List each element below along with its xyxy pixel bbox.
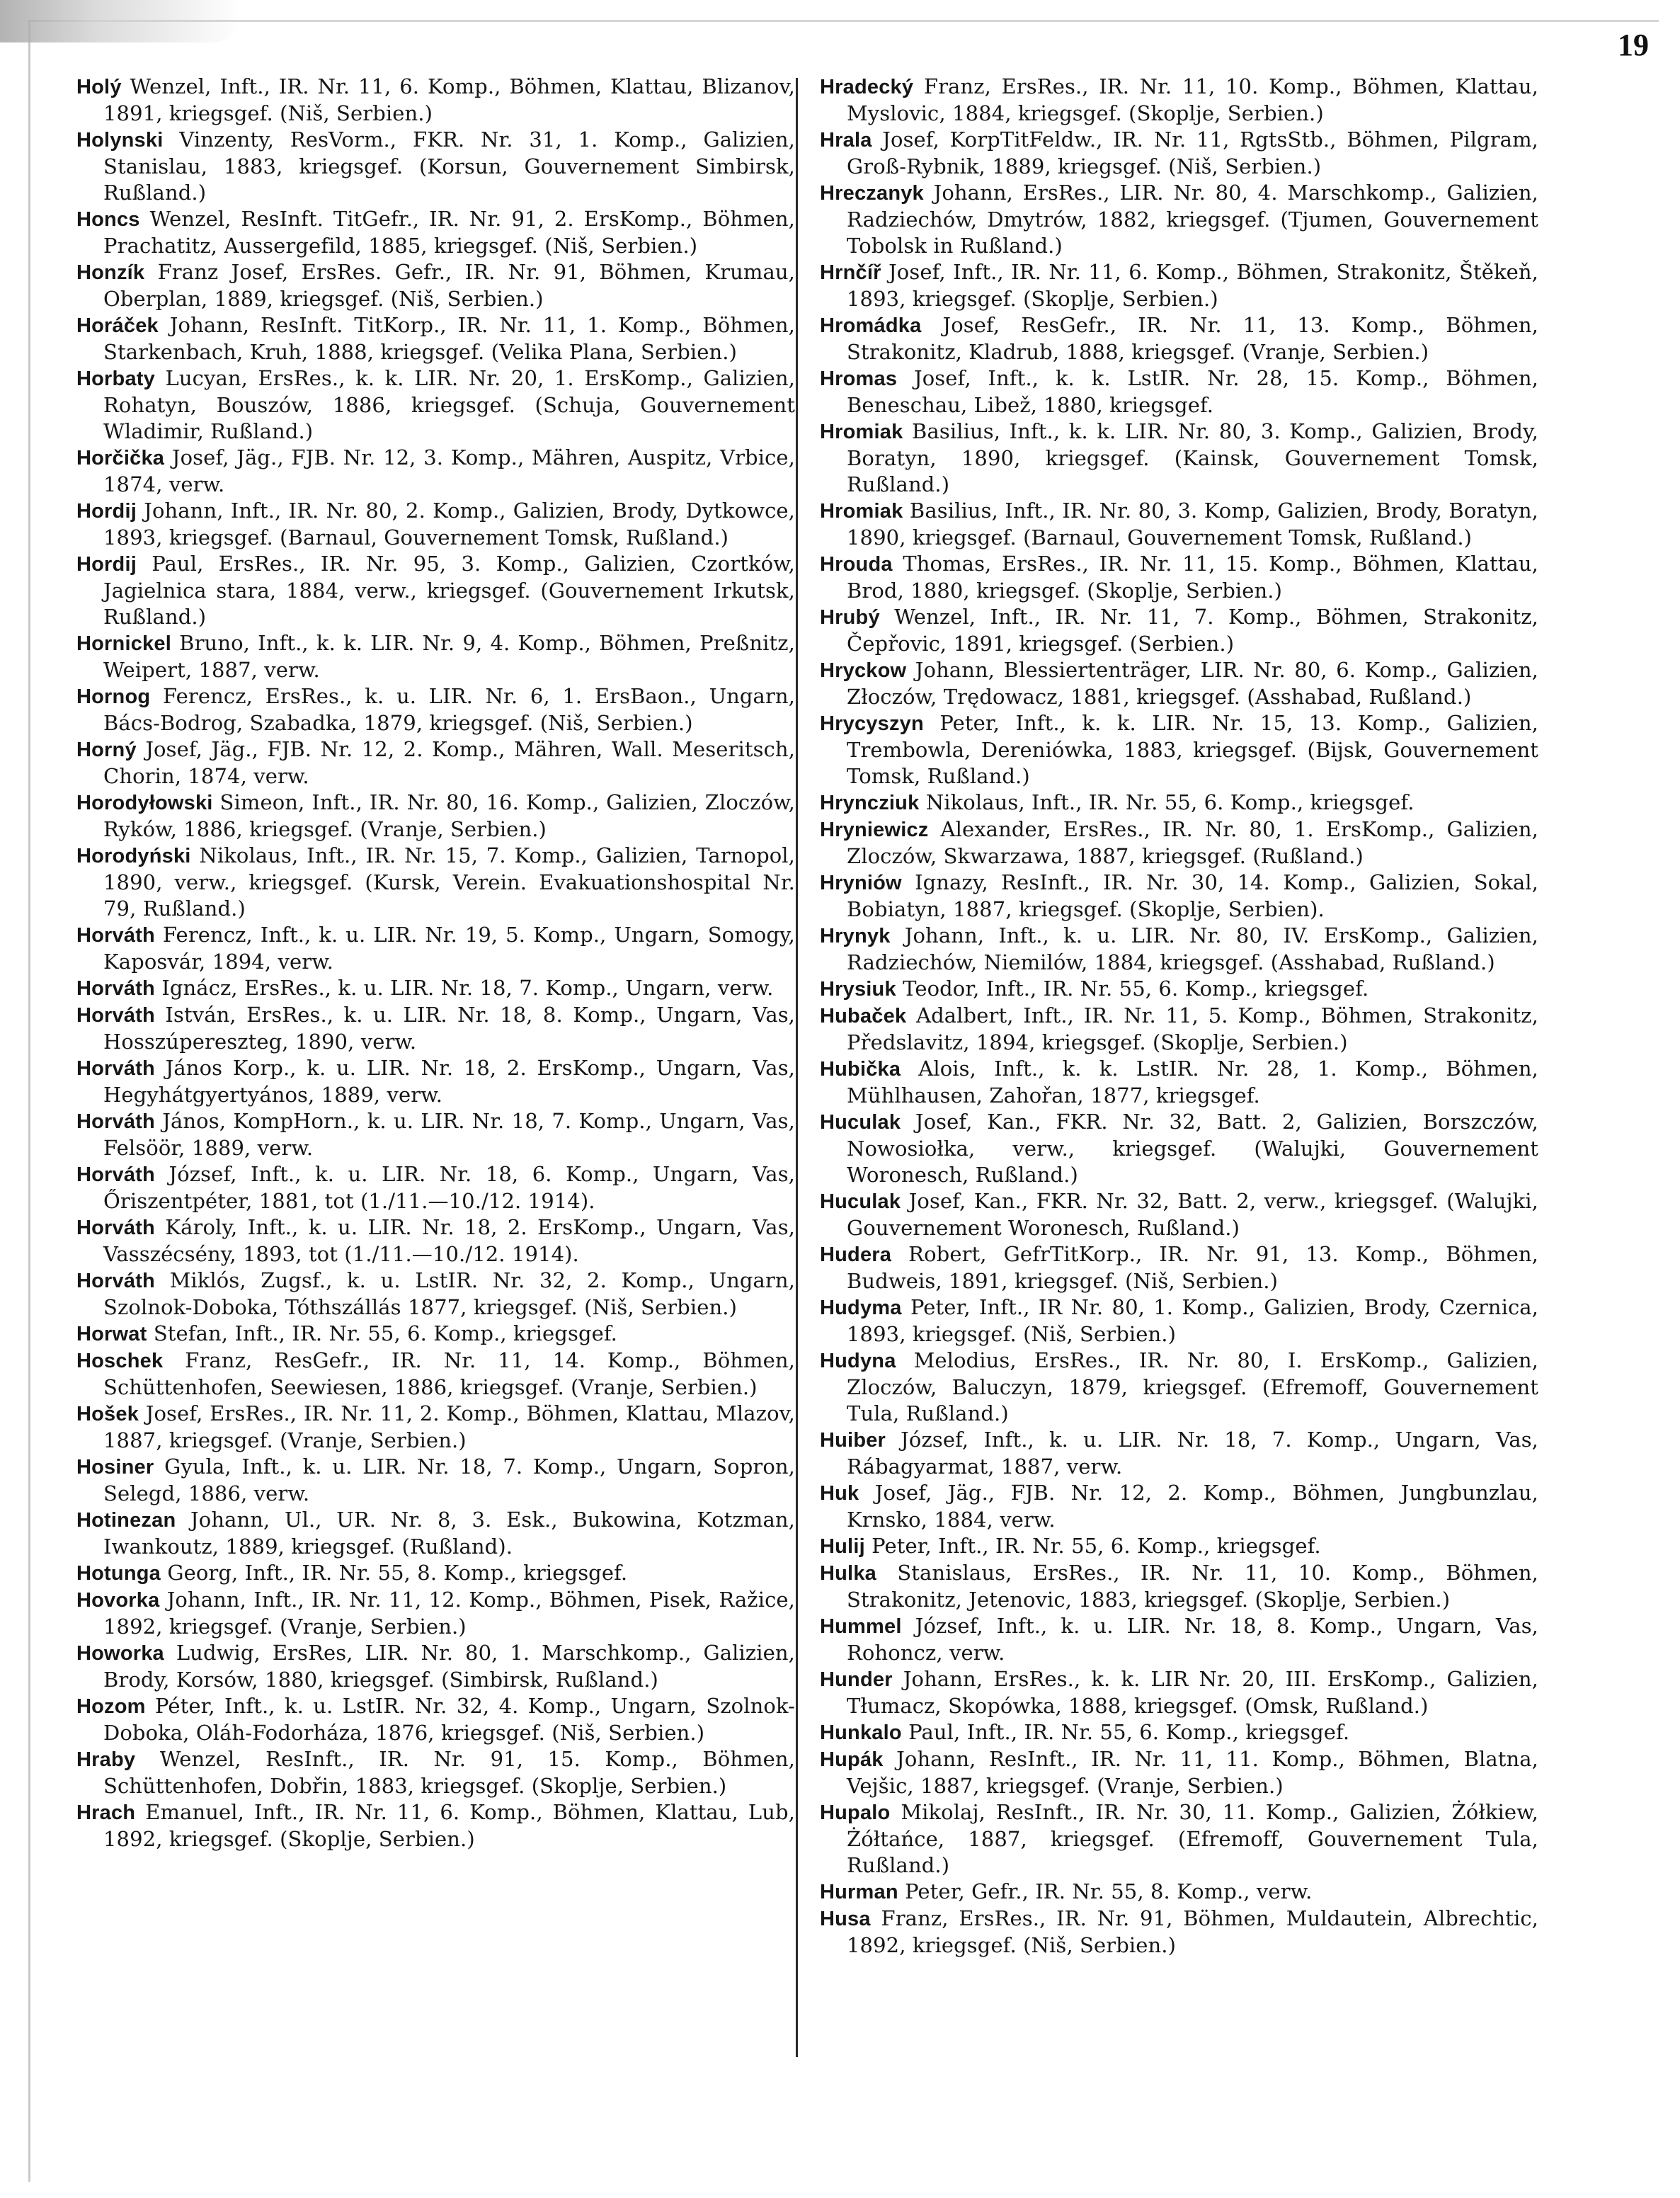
entry-details: Johann, Ul., UR. Nr. 8, 3. Esk., Bukowina, Kotzman, Iwankoutz, 1889, kriegsgef. (Rußland). <box>103 1508 795 1559</box>
entry-details: Peter, Inft., IR Nr. 80, 1. Komp., Galizien, Brody, Czernica, 1893, kriegsgef. (Niš, Serbien.) <box>847 1295 1538 1346</box>
entry-surname: Huiber <box>820 1429 886 1452</box>
entry-details: József, Inft., k. u. LIR. Nr. 18, 6. Komp., Ungarn, Vas, Őriszentpéter, 1881, tot (1./11.—10./12. 1914). <box>103 1162 795 1213</box>
entry-details: Stanislaus, ErsRes., IR. Nr. 11, 10. Komp., Böhmen, Strakonitz, Jetenovic, 1883, kriegsgef. (Skoplje, Serbien.) <box>847 1561 1538 1612</box>
entry-surname: Horváth <box>76 1270 155 1292</box>
entry-details: Ferencz, ErsRes., k. u. LIR. Nr. 6, 1. ErsBaon., Ungarn, Bács-Bodrog, Szabadka, 1879, kriegsgef. (Niš, Serbien.) <box>103 684 796 735</box>
list-entry <box>76 206 795 259</box>
list-entry <box>76 1454 795 1507</box>
entry-surname: Hornickel <box>76 632 171 655</box>
entry-surname: Hubička <box>820 1058 901 1081</box>
list-entry <box>820 870 1538 923</box>
list-entry <box>820 1427 1538 1480</box>
list-entry <box>820 1666 1538 1719</box>
entry-details: Vinzenty, ResVorm., FKR. Nr. 31, 1. Komp., Galizien, Stanislau, 1883, kriegsgef. (Korsun, Gouvernement Simbirsk, Rußland.) <box>103 127 795 205</box>
entry-details: Robert, GefrTitKorp., IR. Nr. 91, 13. Komp., Böhmen, Budweis, 1891, kriegsgef. (Niš, Serbien.) <box>847 1242 1538 1293</box>
list-entry <box>76 1161 795 1214</box>
list-entry <box>76 1587 795 1640</box>
entry-surname: Hosiner <box>76 1456 154 1479</box>
list-entry <box>820 418 1538 498</box>
entry-surname: Hrouda <box>820 553 893 576</box>
entry-details: Franz, ErsRes., IR. Nr. 91, Böhmen, Muldautein, Albrechtic, 1892, kriegsgef. (Niš, Serbien.) <box>847 1906 1538 1957</box>
left-column <box>76 74 795 1852</box>
entry-details: Johann, ResInft., IR. Nr. 11, 11. Komp., Böhmen, Blatna, Vejšic, 1887, kriegsgef. (Vranje, Serbien.) <box>847 1747 1539 1798</box>
entry-surname: Hrysiuk <box>820 978 896 1001</box>
list-entry <box>76 1640 795 1693</box>
list-entry <box>820 1719 1538 1746</box>
entry-details: Stefan, Inft., IR. Nr. 55, 6. Komp., kriegsgef. <box>153 1321 617 1345</box>
entry-details: Josef, Inft., IR. Nr. 11, 6. Komp., Böhmen, Strakonitz, Štěkeň, 1893, kriegsgef. (Skoplje, Serbien.) <box>847 260 1538 311</box>
entry-surname: Hurman <box>820 1881 898 1903</box>
entry-details: Josef, Kan., FKR. Nr. 32, Batt. 2, verw., kriegsgef. (Walujki, Gouvernement Woronesch, Rußland.) <box>847 1189 1538 1240</box>
column-divider <box>796 78 798 2057</box>
entry-surname: Hubaček <box>820 1005 907 1027</box>
entry-surname: Huculak <box>820 1111 901 1134</box>
entry-details: Franz Josef, ErsRes. Gefr., IR. Nr. 91, Böhmen, Krumau, Oberplan, 1889, kriegsgef. (Niš, Serbien.) <box>103 260 795 311</box>
entry-surname: Hromas <box>820 368 898 390</box>
entry-surname: Hryniów <box>820 872 902 894</box>
entry-surname: Hummel <box>820 1615 902 1638</box>
list-entry <box>820 1056 1538 1109</box>
list-entry <box>76 630 795 683</box>
entry-details: János Korp., k. u. LIR. Nr. 18, 2. ErsKomp., Ungarn, Vas, Hegyhátgyertyános, 1889, verw. <box>103 1056 795 1107</box>
entry-details: Ferencz, Inft., k. u. LIR. Nr. 19, 5. Komp., Ungarn, Somogy, Kaposvár, 1894, verw. <box>103 923 795 974</box>
entry-details: Nikolaus, Inft., IR. Nr. 15, 7. Komp., Galizien, Tarnopol, 1890, verw., kriegsgef. (Kursk, Verein. Evakuationshospital Nr. 79, Rußland.) <box>103 843 795 921</box>
entry-surname: Hulij <box>820 1535 865 1558</box>
entry-surname: Horváth <box>76 977 155 1000</box>
entry-details: Johann, Inft., IR. Nr. 11, 12. Komp., Böhmen, Pisek, Ražice, 1892, kriegsgef. (Vranje, Serbien.) <box>103 1588 795 1639</box>
entry-surname: Holynski <box>76 129 164 152</box>
entry-details: Péter, Inft., k. u. LstIR. Nr. 32, 4. Komp., Ungarn, Szolnok-Doboka, Oláh-Fodorháza, 1876, kriegsgef. (Niš, Serbien.) <box>103 1694 795 1745</box>
list-entry <box>820 498 1538 551</box>
entry-surname: Horváth <box>76 1110 155 1133</box>
entry-surname: Hrycyszyn <box>820 712 924 735</box>
list-entry <box>820 1746 1538 1799</box>
entry-surname: Huk <box>820 1482 859 1505</box>
entry-surname: Hunkalo <box>820 1721 902 1744</box>
entry-details: Wenzel, Inft., IR. Nr. 11, 6. Komp., Böhmen, Klattau, Blizanov, 1891, kriegsgef. (Niš, Serbien.) <box>103 74 795 125</box>
entry-details: József, Inft., k. u. LIR. Nr. 18, 7. Komp., Ungarn, Vas, Rábagyarmat, 1887, verw. <box>847 1428 1538 1479</box>
entry-details: Simeon, Inft., IR. Nr. 80, 16. Komp., Galizien, Zloczów, Ryków, 1886, kriegsgef. (Vranje, Serbien.) <box>103 790 796 841</box>
list-entry <box>820 976 1538 1003</box>
entry-surname: Horváth <box>76 1217 155 1239</box>
list-entry <box>76 445 795 498</box>
entry-surname: Hryniewicz <box>820 819 929 841</box>
entry-details: Mikolaj, ResInft., IR. Nr. 30, 11. Komp., Galizien, Żółkiew, Żółtańce, 1887, kriegsgef. (Efremoff, Gouvernement Tula, Rußland.) <box>847 1800 1538 1877</box>
list-entry <box>76 1002 795 1055</box>
list-entry <box>76 1055 795 1108</box>
list-entry <box>76 1108 795 1161</box>
entry-surname: Horváth <box>76 1004 155 1027</box>
entry-details: Melodius, ErsRes., IR. Nr. 80, I. ErsKomp., Galizien, Zloczów, Baluczyn, 1879, kriegsgef. (Efremoff, Gouvernement Tula, Rußland.) <box>847 1348 1538 1425</box>
entry-details: Johann, Blessiertenträger, LIR. Nr. 80, 6. Komp., Galizien, Złoczów, Trędowacz, 1881, kriegsgef. (Asshabad, Rußland.) <box>847 658 1538 709</box>
list-entry <box>76 1214 795 1268</box>
entry-surname: Hradecký <box>820 76 914 98</box>
entry-surname: Hošek <box>76 1403 139 1425</box>
list-entry <box>820 74 1538 127</box>
entry-details: Wenzel, ResInft. TitGefr., IR. Nr. 91, 2. ErsKomp., Böhmen, Prachatitz, Aussergefild, 1885, kriegsgef. (Niš, Serbien.) <box>103 207 795 258</box>
list-entry <box>76 683 795 736</box>
entry-details: Josef, Jäg., FJB. Nr. 12, 2. Komp., Böhmen, Jungbunzlau, Krnsko, 1884, verw. <box>847 1481 1538 1532</box>
list-entry <box>820 1003 1538 1056</box>
list-entry <box>820 127 1538 180</box>
entry-details: Ignazy, ResInft., IR. Nr. 30, 14. Komp., Galizien, Sokal, Bobiatyn, 1887, kriegsgef. (Skoplje, Serbien). <box>847 870 1538 921</box>
entry-surname: Hromiak <box>820 421 903 443</box>
entry-details: Emanuel, Inft., IR. Nr. 11, 6. Komp., Böhmen, Klattau, Lub, 1892, kriegsgef. (Skoplje, Serbien.) <box>103 1800 795 1851</box>
list-entry <box>76 1746 795 1799</box>
entry-details: Josef, ErsRes., IR. Nr. 11, 2. Komp., Böhmen, Klattau, Mlazov, 1887, kriegsgef. (Vranje, Serbien.) <box>103 1401 795 1452</box>
list-entry <box>76 1799 795 1852</box>
entry-details: Károly, Inft., k. u. LIR. Nr. 18, 2. ErsKomp., Ungarn, Vas, Vasszécsény, 1893, tot (1./11.—10./12. 1914). <box>103 1215 795 1266</box>
entry-details: Teodor, Inft., IR. Nr. 55, 6. Komp., kriegsgef. <box>903 976 1369 1001</box>
entry-details: István, ErsRes., k. u. LIR. Nr. 18, 8. Komp., Ungarn, Vas, Hosszúpereszteg, 1890, verw. <box>103 1003 796 1054</box>
entry-surname: Horwat <box>76 1323 147 1345</box>
list-entry <box>76 1268 795 1321</box>
entry-details: Gyula, Inft., k. u. LIR. Nr. 18, 7. Komp., Ungarn, Sopron, Selegd, 1886, verw. <box>103 1454 795 1505</box>
list-entry <box>76 259 795 312</box>
list-entry <box>820 180 1538 259</box>
entry-surname: Horčička <box>76 447 165 469</box>
entry-details: Johann, ErsRes., k. k. LIR Nr. 20, III. ErsKomp., Galizien, Tłumacz, Skopówka, 1888, kriegsgef. (Omsk, Rußland.) <box>847 1667 1539 1718</box>
entry-surname: Honcs <box>76 208 140 231</box>
entry-surname: Hryncziuk <box>820 792 920 814</box>
list-entry <box>76 1693 795 1746</box>
entry-surname: Horáček <box>76 314 159 337</box>
right-column <box>820 74 1538 1959</box>
entry-surname: Howorka <box>76 1642 164 1665</box>
entry-details: Johann, Inft., k. u. LIR. Nr. 80, IV. ErsKomp., Galizien, Radziechów, Niemilów, 1884, kriegsgef. (Asshabad, Rußland.) <box>847 923 1538 974</box>
entry-surname: Hotunga <box>76 1562 161 1585</box>
entry-details: Wenzel, ResInft., IR. Nr. 91, 15. Komp., Böhmen, Schüttenhofen, Dobřin, 1883, kriegsgef. (Skoplje, Serbien.) <box>103 1747 796 1798</box>
entry-details: Alois, Inft., k. k. LstIR. Nr. 28, 1. Komp., Böhmen, Mühlhausen, Zahořan, 1877, kriegsgef. <box>847 1057 1538 1107</box>
entry-details: Peter, Inft., IR. Nr. 55, 6. Komp., kriegsgef. <box>872 1534 1321 1558</box>
list-entry <box>820 657 1538 710</box>
entry-surname: Hudera <box>820 1243 892 1266</box>
list-entry <box>76 127 795 206</box>
entry-surname: Horný <box>76 739 137 761</box>
entry-surname: Holý <box>76 76 122 98</box>
entry-surname: Hupalo <box>820 1801 891 1824</box>
list-entry <box>820 604 1538 657</box>
list-entry <box>76 790 795 843</box>
entry-details: János, KompHorn., k. u. LIR. Nr. 18, 7. Komp., Ungarn, Vas, Felsöör, 1889, verw. <box>103 1109 795 1160</box>
entry-details: Georg, Inft., IR. Nr. 55, 8. Komp., kriegsgef. <box>167 1561 628 1585</box>
entry-surname: Hromiak <box>820 500 903 523</box>
entry-details: Alexander, ErsRes., IR. Nr. 80, 1. ErsKomp., Galizien, Zloczów, Skwarzawa, 1887, kriegsgef. (Rußland.) <box>847 817 1538 868</box>
entry-details: Paul, ErsRes., IR. Nr. 95, 3. Komp., Galizien, Czortków, Jagielnica stara, 1884, verw., kriegsgef. (Gouvernement Irkutsk, Rußland.) <box>103 552 795 629</box>
entry-surname: Hrynyk <box>820 925 891 947</box>
entry-details: Paul, Inft., IR. Nr. 55, 6. Komp., kriegsgef. <box>908 1720 1350 1744</box>
list-entry <box>820 816 1538 870</box>
entry-surname: Hrnčíř <box>820 261 881 284</box>
list-entry <box>76 975 795 1002</box>
entry-surname: Hulka <box>820 1562 876 1585</box>
list-entry <box>820 1480 1538 1533</box>
entry-surname: Horváth <box>76 1057 155 1080</box>
entry-surname: Hrubý <box>820 606 880 629</box>
list-entry <box>76 1560 795 1587</box>
list-entry <box>820 1294 1538 1348</box>
list-entry <box>76 736 795 790</box>
scan-corner-shadow <box>0 0 241 42</box>
entry-surname: Hreczanyk <box>820 182 924 205</box>
list-entry <box>820 551 1538 604</box>
entry-surname: Hordij <box>76 553 137 576</box>
entry-surname: Hordij <box>76 500 137 523</box>
entry-details: Bruno, Inft., k. k. LIR. Nr. 9, 4. Komp., Böhmen, Preßnitz, Weipert, 1887, verw. <box>103 631 795 682</box>
list-entry <box>76 365 795 445</box>
entry-details: Nikolaus, Inft., IR. Nr. 55, 6. Komp., kriegsgef. <box>925 790 1415 814</box>
list-entry <box>820 923 1538 976</box>
entry-details: Thomas, ErsRes., IR. Nr. 11, 15. Komp., Böhmen, Klattau, Brod, 1880, kriegsgef. (Skoplje, Serbien.) <box>847 552 1538 603</box>
entry-surname: Horodyński <box>76 845 191 867</box>
list-entry <box>820 1613 1538 1666</box>
list-entry <box>820 1241 1538 1294</box>
entry-details: Peter, Gefr., IR. Nr. 55, 8. Komp., verw. <box>905 1879 1313 1903</box>
list-entry <box>76 74 795 127</box>
entry-surname: Hunder <box>820 1668 893 1691</box>
list-entry <box>820 365 1538 418</box>
entry-details: Peter, Inft., k. k. LIR. Nr. 15, 13. Komp., Galizien, Trembowla, Dereniówka, 1883, kriegsgef. (Bijsk, Gouvernement Tomsk, Rußland.) <box>847 711 1538 788</box>
entry-surname: Hrach <box>76 1801 136 1824</box>
entry-details: József, Inft., k. u. LIR. Nr. 18, 8. Komp., Ungarn, Vas, Rohoncz, verw. <box>847 1614 1538 1665</box>
entry-surname: Hornog <box>76 685 151 708</box>
entry-surname: Huculak <box>820 1190 901 1213</box>
list-entry <box>820 1188 1538 1241</box>
list-entry <box>76 551 795 630</box>
list-entry <box>76 1507 795 1560</box>
entry-details: Franz, ErsRes., IR. Nr. 11, 10. Komp., Böhmen, Klattau, Myslovic, 1884, kriegsgef. (Skoplje, Serbien.) <box>847 74 1538 125</box>
entry-details: Ignácz, ErsRes., k. u. LIR. Nr. 18, 7. Komp., Ungarn, verw. <box>161 976 774 1000</box>
entry-details: Josef, ResGefr., IR. Nr. 11, 13. Komp., Böhmen, Strakonitz, Kladrub, 1888, kriegsgef. (Vranje, Serbien.) <box>847 313 1538 364</box>
list-entry <box>820 1906 1538 1959</box>
entry-surname: Horváth <box>76 924 155 947</box>
entry-details: Johann, Inft., IR. Nr. 80, 2. Komp., Galizien, Brody, Dytkowce, 1893, kriegsgef. (Barnaul, Gouvernement Tomsk, Rußland.) <box>103 499 795 550</box>
entry-surname: Hryckow <box>820 659 907 682</box>
list-entry <box>76 922 795 975</box>
list-entry <box>76 312 795 365</box>
list-entry <box>76 498 795 551</box>
entry-details: Josef, Kan., FKR. Nr. 32, Batt. 2, Galizien, Borszczów, Nowosiołka, verw., kriegsgef. (Walujki, Gouvernement Woronesch, Rußland.) <box>847 1110 1538 1187</box>
list-entry <box>820 1348 1538 1427</box>
entry-surname: Hotinezan <box>76 1509 176 1532</box>
list-entry <box>820 1533 1538 1560</box>
list-entry <box>76 1401 795 1454</box>
list-entry <box>76 1321 795 1348</box>
list-entry <box>820 259 1538 312</box>
entry-details: Wenzel, Inft., IR. Nr. 11, 7. Komp., Böhmen, Strakonitz, Čepřovic, 1891, kriegsgef. (Serbien.) <box>847 605 1538 656</box>
entry-surname: Hozom <box>76 1695 146 1718</box>
entry-surname: Hromádka <box>820 314 922 337</box>
entry-details: Basilius, Inft., k. k. LIR. Nr. 80, 3. Komp., Galizien, Brody, Boratyn, 1890, kriegsgef. (Kainsk, Gouvernement Tomsk, Rußland.) <box>847 419 1538 496</box>
entry-surname: Horváth <box>76 1163 155 1186</box>
page-number: 19 <box>1618 28 1649 62</box>
entry-details: Josef, Jäg., FJB. Nr. 12, 2. Komp., Mähren, Wall. Meseritsch, Chorin, 1874, verw. <box>103 737 795 788</box>
entry-surname: Hudyna <box>820 1350 896 1372</box>
list-entry <box>820 312 1538 365</box>
entry-surname: Hrala <box>820 129 872 152</box>
entry-surname: Horbaty <box>76 368 155 390</box>
list-entry <box>820 1879 1538 1906</box>
list-entry <box>820 790 1538 816</box>
entry-details: Basilius, Inft., IR. Nr. 80, 3. Komp, Galizien, Brody, Boratyn, 1890, kriegsgef. (Barnaul, Gouvernement Tomsk, Rußland.) <box>847 499 1538 550</box>
list-entry <box>76 843 795 922</box>
entry-surname: Hraby <box>76 1748 136 1771</box>
entry-details: Franz, ResGefr., IR. Nr. 11, 14. Komp., Böhmen, Schüttenhofen, Seewiesen, 1886, kriegsgef. (Vranje, Serbien.) <box>103 1348 795 1399</box>
entry-surname: Hovorka <box>76 1589 160 1612</box>
entry-details: Josef, Jäg., FJB. Nr. 12, 3. Komp., Mähren, Auspitz, Vrbice, 1874, verw. <box>103 445 795 496</box>
entry-surname: Hupák <box>820 1748 884 1771</box>
list-entry <box>820 1109 1538 1188</box>
entry-surname: Husa <box>820 1908 871 1930</box>
entry-details: Josef, Inft., k. k. LstIR. Nr. 28, 15. Komp., Böhmen, Beneschau, Libež, 1880, kriegsgef. <box>847 366 1538 417</box>
list-entry <box>820 1799 1538 1879</box>
entry-details: Josef, KorpTitFeldw., IR. Nr. 11, RgtsStb., Böhmen, Pilgram, Groß-Rybnik, 1889, kriegsgef. (Niš, Serbien.) <box>847 127 1538 178</box>
list-entry <box>820 710 1538 790</box>
entry-details: Johann, ResInft. TitKorp., IR. Nr. 11, 1. Komp., Böhmen, Starkenbach, Kruh, 1888, kriegsgef. (Velika Plana, Serbien.) <box>103 313 795 364</box>
entry-surname: Honzík <box>76 261 145 284</box>
entry-details: Ludwig, ErsRes, LIR. Nr. 80, 1. Marschkomp., Galizien, Brody, Korsów, 1880, kriegsgef. (Simbirsk, Rußland.) <box>103 1641 795 1692</box>
entry-details: Miklós, Zugsf., k. u. LstIR. Nr. 32, 2. Komp., Ungarn, Szolnok-Doboka, Tóthszállás 1877, kriegsgef. (Niš, Serbien.) <box>103 1268 795 1319</box>
entry-surname: Hudyma <box>820 1297 902 1319</box>
entry-surname: Horodyłowski <box>76 792 213 814</box>
entry-details: Lucyan, ErsRes., k. k. LIR. Nr. 20, 1. ErsKomp., Galizien, Rohatyn, Bouszów, 1886, kriegsgef. (Schuja, Gouvernement Wladimir, Rußland.) <box>103 366 795 443</box>
list-entry <box>76 1348 795 1401</box>
entry-details: Johann, ErsRes., LIR. Nr. 80, 4. Marschkomp., Galizien, Radziechów, Dmytrów, 1882, kriegsgef. (Tjumen, Gouvernement Tobolsk in Rußland.) <box>847 181 1538 258</box>
list-entry <box>820 1560 1538 1613</box>
entry-details: Adalbert, Inft., IR. Nr. 11, 5. Komp., Böhmen, Strakonitz, Předslavitz, 1894, kriegsgef. (Skoplje, Serbien.) <box>847 1003 1538 1054</box>
entry-surname: Hoschek <box>76 1350 164 1372</box>
